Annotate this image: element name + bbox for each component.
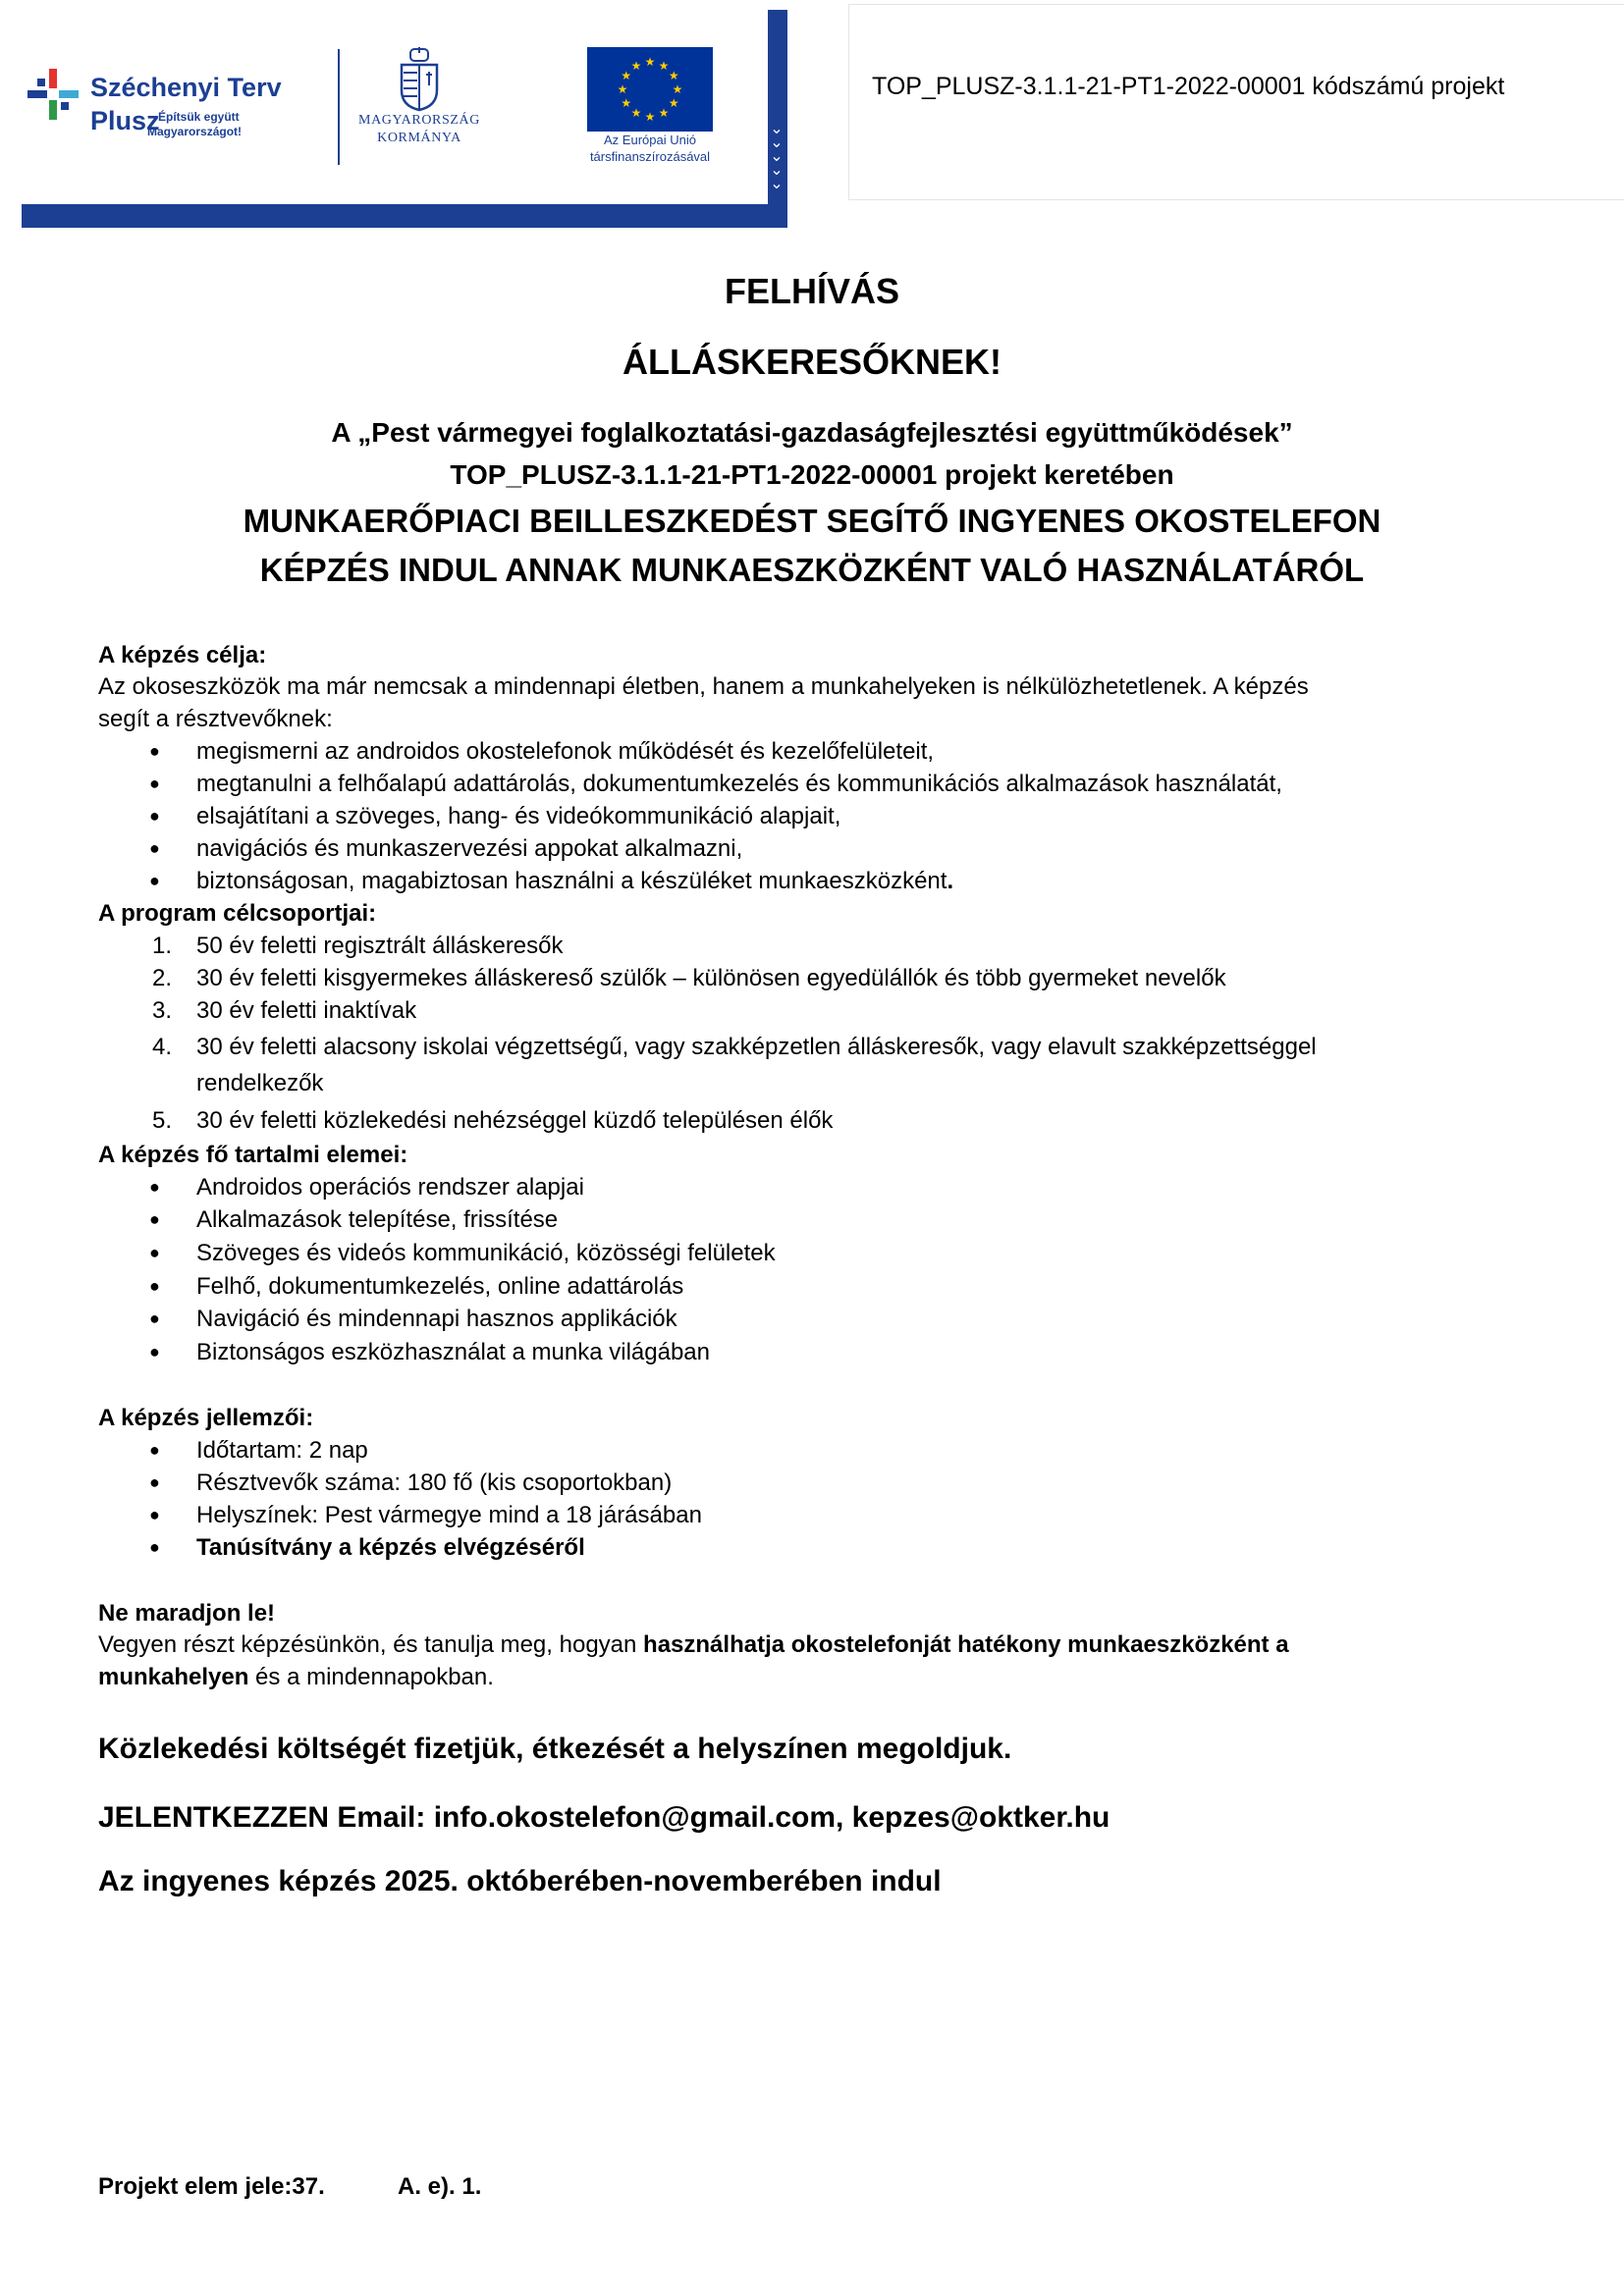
cta-line-2-plain: és a mindennapokban. (248, 1664, 494, 1690)
content-item: Androidos operációs rendszer alapjai (196, 1174, 584, 1201)
szechenyi-title: Széchenyi Terv (90, 73, 282, 102)
eu-star-icon: ★ (668, 69, 679, 82)
eu-star-icon: ★ (630, 106, 642, 121)
list-number: 2. (152, 965, 173, 991)
bullet-icon: ● (149, 1177, 160, 1197)
eu-label-2: társfinanszírozásával (589, 149, 711, 164)
bullet-icon: ● (149, 1505, 160, 1524)
target-item: 30 év feletti inaktívak (196, 997, 417, 1024)
subtitle-project-code: TOP_PLUSZ-3.1.1-21-PT1-2022-00001 projekt keretében (450, 459, 1174, 490)
cta-line-1-bold: használhatja okostelefonját hatékony munkaeszközként a (643, 1631, 1289, 1658)
government-label-2: KORMÁNYA (377, 131, 461, 145)
title-allaskeresoknek: ÁLLÁSKERESŐKNEK! (622, 342, 1001, 382)
szechenyi-tagline-2: Magyarországot! (147, 125, 243, 138)
feature-item: Időtartam: 2 nap (196, 1437, 368, 1464)
goal-item: megtanulni a felhőalapú adattárolás, dokumentumkezelés és kommunikációs alkalmazások használatát, (196, 771, 1282, 797)
eu-star-icon: ★ (644, 110, 656, 124)
goal-intro-line-2: segít a résztvevőknek: (98, 706, 333, 732)
target-item: 30 év feletti közlekedési nehézséggel küzdő településen élők (196, 1107, 834, 1134)
eu-flag-icon (587, 47, 713, 132)
bullet-icon: ● (149, 871, 160, 890)
target-heading: A program célcsoportjai: (98, 900, 377, 927)
goal-item-last (196, 868, 953, 895)
content-item: Felhő, dokumentumkezelés, online adattárolás (196, 1273, 684, 1300)
szechenyi-tagline-1: Építsük együtt (158, 110, 240, 124)
bullet-icon: ● (149, 1209, 160, 1229)
start-date: Az ingyenes képzés 2025. októberében-novemberében indul (98, 1865, 942, 1897)
target-item-continuation: rendelkezők (196, 1070, 324, 1096)
bullet-icon: ● (149, 838, 160, 858)
content-item: Biztonságos eszközhasználat a munka világában (196, 1339, 710, 1365)
eu-star-icon: ★ (658, 58, 670, 73)
goal-intro-line-1: Az okoseszközök ma már nemcsak a mindennapi életben, hanem a munkahelyeken is nélkülözhetetlenek. A képzés (98, 673, 1309, 700)
target-item: 30 év feletti kisgyermekes álláskereső szülők – különösen egyedülállók és több gyermeket nevelők (196, 965, 1226, 991)
project-code-box (848, 4, 1624, 200)
bullet-icon: ● (149, 1308, 160, 1328)
cta-line-1 (98, 1631, 1289, 1659)
eu-star-icon: ★ (644, 55, 656, 69)
bullet-icon: ● (149, 1342, 160, 1362)
chevron-down-icon: ⌄ ⌄ ⌄ ⌄ ⌄ (770, 121, 784, 192)
bullet-icon: ● (149, 1276, 160, 1296)
bullet-icon: ● (149, 1537, 160, 1557)
eu-star-icon: ★ (621, 69, 632, 82)
goal-item-text: biztonságosan, magabiztosan használni a készüléket munkaeszközként (196, 868, 947, 894)
list-number: 4. (152, 1034, 173, 1060)
szechenyi-terv-logo (26, 59, 320, 167)
government-label-1: MAGYARORSZÁG (358, 113, 480, 128)
cta-heading: Ne maradjon le! (98, 1600, 276, 1627)
target-item: 30 év feletti alacsony iskolai végzettségű, vagy szakképzetlen álláskeresők, vagy elavult szakképzettséggel (196, 1034, 1317, 1060)
header-logo-band (22, 10, 787, 218)
headline-line-1: MUNKAERŐPIACI BEILLESZKEDÉST SEGÍTŐ INGYENES OKOSTELEFON (243, 503, 1381, 539)
goal-item-period: . (947, 868, 954, 894)
project-code: TOP_PLUSZ-3.1.1-21-PT1-2022-00001 kódszámú projekt (872, 73, 1505, 100)
eu-star-icon: ★ (621, 96, 632, 110)
subtitle-cooperation: A „Pest vármegyei foglalkoztatási-gazdaságfejlesztési együttműködések” (331, 417, 1293, 448)
bullet-icon: ● (149, 1243, 160, 1262)
footer-element-code: A. e). 1. (398, 2173, 482, 2200)
goal-heading: A képzés célja: (98, 642, 267, 668)
eu-star-icon: ★ (617, 82, 628, 96)
eu-cofinancing-logo (571, 47, 729, 185)
coat-of-arms-icon (397, 47, 442, 112)
content-item: Szöveges és videós kommunikáció, közösségi felületek (196, 1240, 776, 1266)
szechenyi-plus: Plusz (90, 106, 160, 135)
eu-star-icon: ★ (630, 58, 642, 73)
szechenyi-cross-icon (26, 67, 84, 126)
cta-line-2 (98, 1664, 494, 1691)
bullet-icon: ● (149, 774, 160, 793)
cta-line-2-bold: munkahelyen (98, 1664, 249, 1690)
eu-star-icon: ★ (658, 106, 670, 121)
target-item: 50 év feletti regisztrált álláskeresők (196, 933, 564, 959)
list-number: 1. (152, 933, 173, 959)
eu-star-icon: ★ (672, 82, 683, 96)
goal-item: megismerni az androidos okostelefonok működését és kezelőfelületeit, (196, 738, 935, 765)
eu-label-1: Az Európai Unió (604, 133, 696, 147)
feature-item: Helyszínek: Pest vármegye mind a 18 járásában (196, 1502, 702, 1528)
list-number: 5. (152, 1107, 173, 1134)
features-heading: A képzés jellemzői: (98, 1405, 314, 1431)
content-heading: A képzés fő tartalmi elemei: (98, 1142, 408, 1168)
eu-star-icon: ★ (668, 96, 679, 110)
footer-project-element: Projekt elem jele:37. (98, 2173, 325, 2200)
feature-item: Résztvevők száma: 180 fő (kis csoportokban) (196, 1469, 673, 1496)
content-item: Navigáció és mindennapi hasznos applikációk (196, 1306, 677, 1332)
apply-contact: JELENTKEZZEN Email: info.okostelefon@gmail.com, kepzes@oktker.hu (98, 1801, 1110, 1834)
header-right-bar (768, 10, 787, 228)
headline-line-2: KÉPZÉS INDUL ANNAK MUNKAESZKÖZKÉNT VALÓ HASZNÁLATÁRÓL (259, 552, 1365, 588)
title-felhivas: FELHÍVÁS (724, 271, 899, 311)
bullet-icon: ● (149, 806, 160, 826)
header-bottom-bar (22, 204, 787, 228)
costs-notice: Közlekedési költségét fizetjük, étkezését a helyszínen megoldjuk. (98, 1733, 1012, 1765)
goal-item: elsajátítani a szöveges, hang- és videókommunikáció alapjait, (196, 803, 841, 829)
logo-divider (338, 49, 340, 165)
goal-item: navigációs és munkaszervezési appokat alkalmazni, (196, 835, 743, 862)
bullet-icon: ● (149, 741, 160, 761)
bullet-icon: ● (149, 1472, 160, 1492)
hungarian-government-logo (355, 47, 483, 185)
content-item: Alkalmazások telepítése, frissítése (196, 1206, 559, 1233)
list-number: 3. (152, 997, 173, 1024)
bullet-icon: ● (149, 1440, 160, 1460)
cta-line-1-plain: Vegyen részt képzésünkön, és tanulja meg, hogyan (98, 1631, 644, 1658)
feature-item-certificate: Tanúsítvány a képzés elvégzéséről (196, 1534, 585, 1561)
